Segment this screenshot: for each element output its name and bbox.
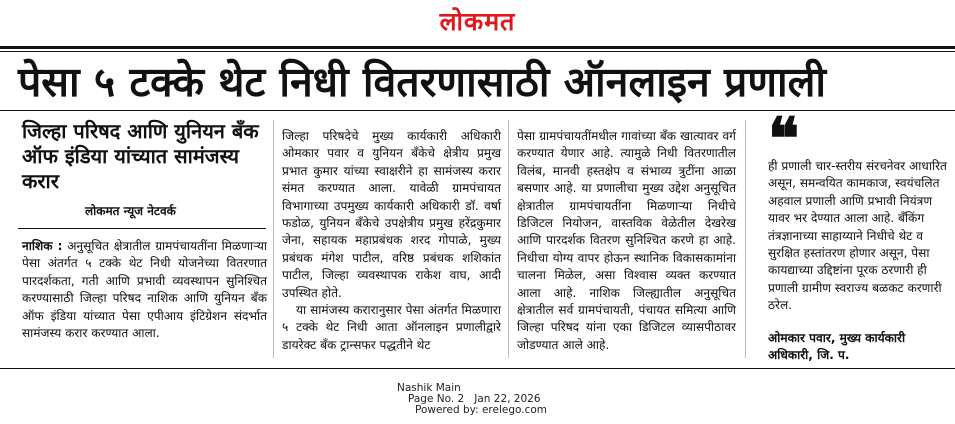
article-column-1 xyxy=(22,238,267,342)
article-column-2 xyxy=(282,128,501,354)
footer-page: Page No. 2 xyxy=(408,393,465,405)
footer-edition: Nashik Main xyxy=(397,382,461,394)
top-rule xyxy=(0,46,955,49)
headline-rule xyxy=(0,110,955,111)
lead-paragraph xyxy=(22,238,267,342)
bottom-rule xyxy=(0,368,955,369)
top-rule-thin xyxy=(0,51,955,52)
page-footer xyxy=(380,383,580,416)
article-column-3 xyxy=(517,128,736,354)
quote-mark-icon: ❝ xyxy=(768,105,800,173)
article-byline: लोकमत न्यूज नेटवर्क xyxy=(85,204,176,218)
body-paragraph: पेसा ग्रामपंचायतींमधील गावांच्या बँक खात्यावर वर्ग करण्यात येणार आहे. त्यामुळे निधी वितरणातील विलंब, मानवी हस्तक्षेप व संभाव्य त्रुटींना आळा बसणार आहे. या प्रणालीचा मुख्य उद्देश अनुसूचित क्षेत्रातील ग्रामपंचायतींना मिळणाऱ्या निधीचे डिजिटल नियोजन, वास्तविक वेळेतील देखरेख आणि पारदर्शक वितरण सुनिश्चित करणे हा आहे. निधीचा योग्य वापर होऊन स्थानिक विकासकामांना चालना मिळेल, असा विश्वास व्यक्त करण्यात आला आहे. नाशिक जिल्ह्यातील अनुसूचित क्षेत्रातील सर्व ग्रामपंचायती, पंचायत समित्या आणि जिल्हा परिषद यांना एका डिजिटल व्यासपीठावर जोडण्यात आले आहे. xyxy=(517,129,736,352)
byline-rule xyxy=(18,228,266,229)
dateline: नाशिक : xyxy=(22,239,63,253)
lead-text: अनुसूचित क्षेत्रातील ग्रामपंचायतींना मिळणाऱ्या पेसा अंतर्गत ५ टक्के थेट निधी योजनेच्या वितरणात पारदर्शकता, गती आणि प्रभावी व्यवस्थापन सुनिश्चित करण्यासाठी जिल्हा परिषद नाशिक आणि युनियन बँक ऑफ इंडिया यांच्यात पेसा एपीआय इंटिग्रेशन संदर्भात सामंजस्य करार करण्यात आला. xyxy=(22,239,267,341)
footer-date: Jan 22, 2026 xyxy=(474,393,541,405)
body-paragraph: जिल्हा परिषदेचे मुख्य कार्यकारी अधिकारी ओमकार पवार व युनियन बँकेचे क्षेत्रीय प्रमुख प्रभात कुमार यांच्या स्वाक्षरीने हा सामंजस्य करार संमत करण्यात आला. यावेळी ग्रामपंचायत विभागाच्या उपमुख्य कार्यकारी अधिकारी डॉ. वर्षा फडोळ, युनियन बँकेचे उपक्षेत्रीय प्रमुख हरेंद्रकुमार जेना, सहायक महाप्रबंधक शरद गोपाळे, मुख्य प्रबंधक मंगेश पाटील, वरिष्ठ प्रबंधक शशिकांत पाटील, जिल्हा व्यवस्थापक राकेश वाघ, आदी उपस्थित होते. xyxy=(282,129,501,300)
article-headline: पेसा ५ टक्के थेट निधी वितरणासाठी ऑनलाइन प्रणाली xyxy=(18,58,827,106)
footer-powered-by: Powered by: erelego.com xyxy=(415,404,548,416)
pull-quote-author: ओमकार पवार, मुख्य कार्यकारी अधिकारी, जि. प. xyxy=(768,331,906,363)
article-subheadline: जिल्हा परिषद आणि युनियन बँक ऑफ इंडिया यांच्यात सामंजस्य करार xyxy=(22,119,259,193)
column-divider xyxy=(745,120,746,358)
column-divider xyxy=(508,120,509,358)
masthead-logo: लोकमत xyxy=(439,7,516,36)
column-divider xyxy=(273,120,274,358)
body-paragraph: या सामंजस्य करारानुसार पेसा अंतर्गत मिळणारा ५ टक्के थेट निधी आता ऑनलाइन प्रणालीद्वारे डायरेक्ट बँक ट्रान्सफर पद्धतीने थेट xyxy=(282,303,501,352)
pull-quote-text: ही प्रणाली चार-स्तरीय संरचनेवर आधारित असून, समन्वयित कामकाज, स्वयंचलित अहवाल प्रणाली आणि प्रभावी नियंत्रण यावर भर देण्यात आला आहे. बँकिंग तंत्रज्ञानाच्या साहाय्याने निधीचे थेट व सुरक्षित हस्तांतरण होणार असून, पेसा कायद्याच्या उद्दिष्टांना पूरक ठरणारी ही प्रणाली ग्रामीण स्वराज्य बळकट करणारी ठरेल. xyxy=(768,159,947,313)
